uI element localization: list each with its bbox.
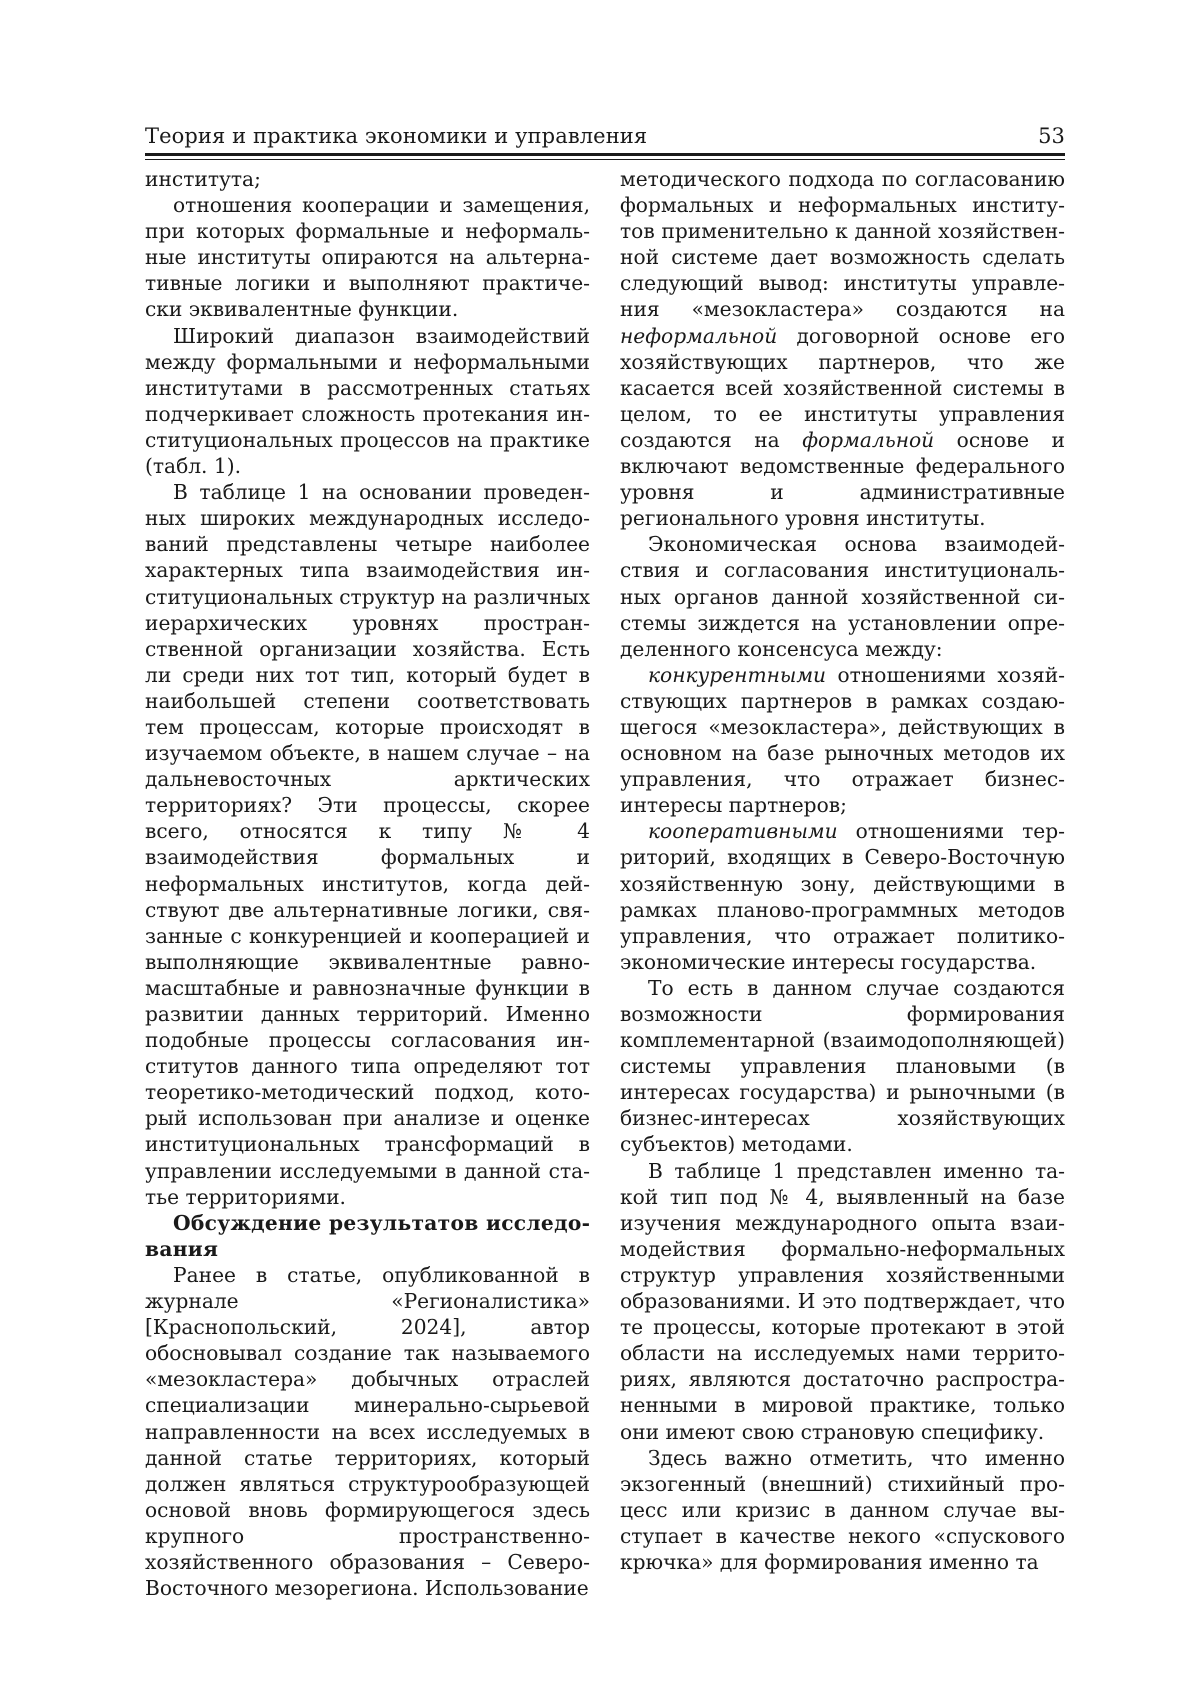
journal-title: Теория и практика экономики и управления — [145, 124, 648, 148]
paragraph: То есть в данном случае создаются возможности формирования комплементарной (взаимодополняющей) системы управления плановыми (в интересах государства) и рыночными (в бизнес-интересах хозяйствующих субъектов) методами. — [620, 975, 1065, 1157]
paragraph: В таблице 1 на основании проведенных широких международных исследований представлены четыре наиболее характерных типа взаимодействия институциональных структур на различных иерархических уровнях пространственной организации хозяйства. Есть ли среди них тот тип, который будет в наибольшей степени соответствовать тем процессам, которые происходят в изучаемом объекте, в нашем случае – на дальневосточных арктических территориях? Эти процессы, скорее всего, относятся к типу № 4 взаимодействия формальных и неформальных институтов, когда действуют две альтернативные логики, связанные с конкуренцией и кооперацией и выполняющие эквивалентные равномасштабные и равнозначные функции в развитии данных территорий. Именно подобные процессы согласования институтов данного типа определяют тот теоретико-методический подход, который использован при анализе и оценке институциональных трансформаций в управлении исследуемыми в данной статье территориями. — [145, 480, 590, 1209]
header-rule-thin — [145, 159, 1065, 160]
paragraph: В таблице 1 представлен именно такой тип под № 4, выявленный на базе изучения международного опыта взаимодействия формально-неформальных структур управления хозяйственными образованиями. И это подтверждает, что те процессы, которые протекают в этой области на исследуемых нами территориях, являются достаточно распространенными в мировой практике, только они имеют свою страновую специфику. — [620, 1158, 1065, 1444]
paragraph — [620, 166, 1065, 531]
section-heading: Обсуждение результатов исследования — [145, 1210, 590, 1261]
text-run: отношениями территорий, входящих в Северо-Восточную хозяйственную зону, действующими в рамках планово-программных методов управления, что отражает политико-экономические интересы государства. — [620, 819, 1065, 974]
page-number: 53 — [1038, 124, 1065, 148]
text-run: отношениями хозяйствующих партнеров в рамках создающегося «мезокластера», действующих в основном на базе рыночных методов их управления, что отражает бизнес-интересы партнеров; — [620, 662, 1065, 818]
text-run: методического подхода по согласованию формальных и неформальных институтов применительно к данной хозяйственной системе дает возможность сделать следующий вывод: институты управления «мезокластера» создаются на — [620, 167, 1065, 322]
italic-term: кооперативными — [648, 819, 838, 844]
text-run: договорной основе его хозяйствующих партнеров, что же касается всей хозяйственной системы в целом, то ее институты управления создаются на — [620, 323, 1065, 452]
paragraph: Ранее в статье, опубликованной в журнале «Регионалистика» [Краснопольский, 2024], автор обосновывал создание так называемого «мезокластера» добычных отраслей специализации минерально-сырьевой направленности на всех исследуемых в данной статье территориях, который должен являться структурообразующей основой вновь формирующегося здесь крупного пространственно-хозяйственного образования – Северо-Восточного мезорегиона. Использование — [145, 1262, 590, 1601]
running-header — [145, 118, 1065, 148]
right-column — [620, 166, 1065, 1575]
italic-term: конкурентными — [648, 662, 827, 687]
italic-term: неформальной — [620, 323, 778, 348]
paragraph — [620, 662, 1065, 819]
paragraph: института; — [145, 167, 261, 191]
left-column — [145, 166, 590, 1601]
paragraph: отношения кооперации и замещения, при которых формальные и неформальные институты опираются на альтернативные логики и выполняют практически эквивалентные функции. — [145, 193, 590, 322]
paragraph — [620, 818, 1065, 975]
paragraph: Здесь важно отметить, что именно экзогенный (внешний) стихийный процесс или кризис в данном случае выступает в качестве некого «спускового крючка» для формирования именно та — [620, 1445, 1065, 1574]
text-run: основе и включают ведомственные федерального уровня и административные регионального уровня институты. — [620, 427, 1066, 531]
header-rule-thick — [145, 153, 1065, 156]
paragraph: Широкий диапазон взаимодействий между формальными и неформальными институтами в рассмотренных статьях подчеркивает сложность протекания институциональных процессов на практике (табл. 1). — [145, 323, 590, 479]
paragraph: Экономическая основа взаимодействия и согласования институциональных органов данной хозяйственной системы зиждется на установлении определенного консенсуса между: — [620, 532, 1065, 661]
italic-term: формальной — [802, 427, 935, 452]
